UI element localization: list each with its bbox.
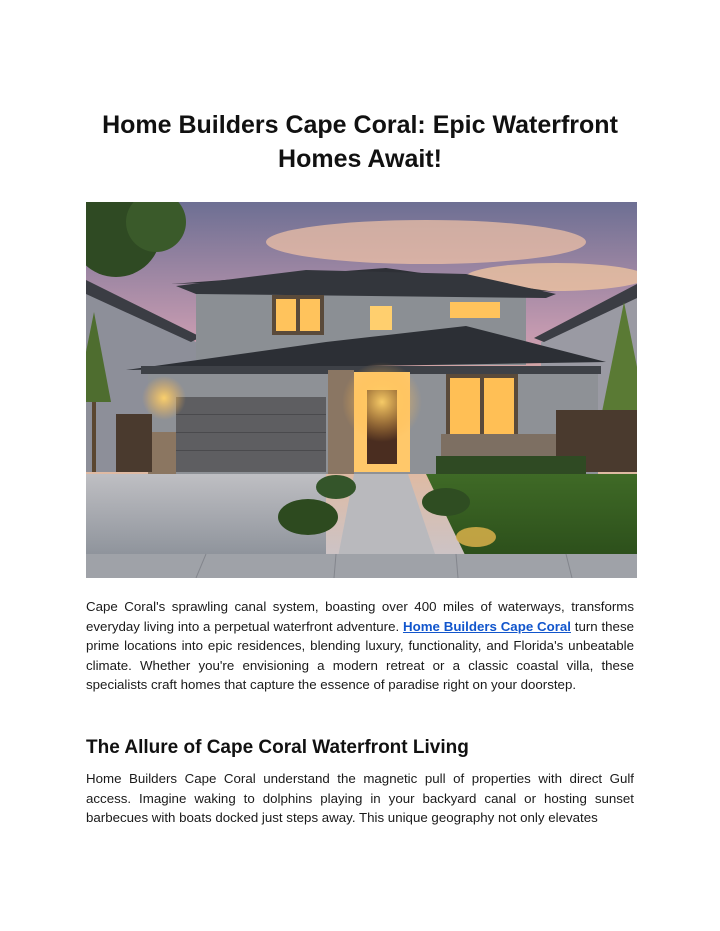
page-title: Home Builders Cape Coral: Epic Waterfront Homes Await!	[102, 111, 618, 173]
section-paragraph: Home Builders Cape Coral understand the magnetic pull of properties with direct Gulf access. Imagine waking to dolphins playing in your backyard canal or hosting sunset barbecues with boats docked just steps away. This unique geography not only elevates	[86, 771, 634, 825]
home-builders-link[interactable]: Home Builders Cape Coral	[402, 618, 571, 634]
hero-house-image	[86, 202, 637, 578]
intro-text-before-link: Cape Coral's sprawling canal system, boasting over 400 miles of waterways, transforms everyday living into a perpetual waterfront adventure.	[86, 599, 634, 634]
intro-text-after-link: turn these prime locations into epic residences, blending luxury, functionality, and Florida's unbeatable climate. Whether you're envisioning a modern retreat or a classic coastal villa, these specialists craft homes that capture the essence of paradise right on your doorstep.	[86, 618, 634, 692]
section-heading: The Allure of Cape Coral Waterfront Living	[86, 737, 469, 758]
intro-paragraph	[86, 597, 634, 695]
